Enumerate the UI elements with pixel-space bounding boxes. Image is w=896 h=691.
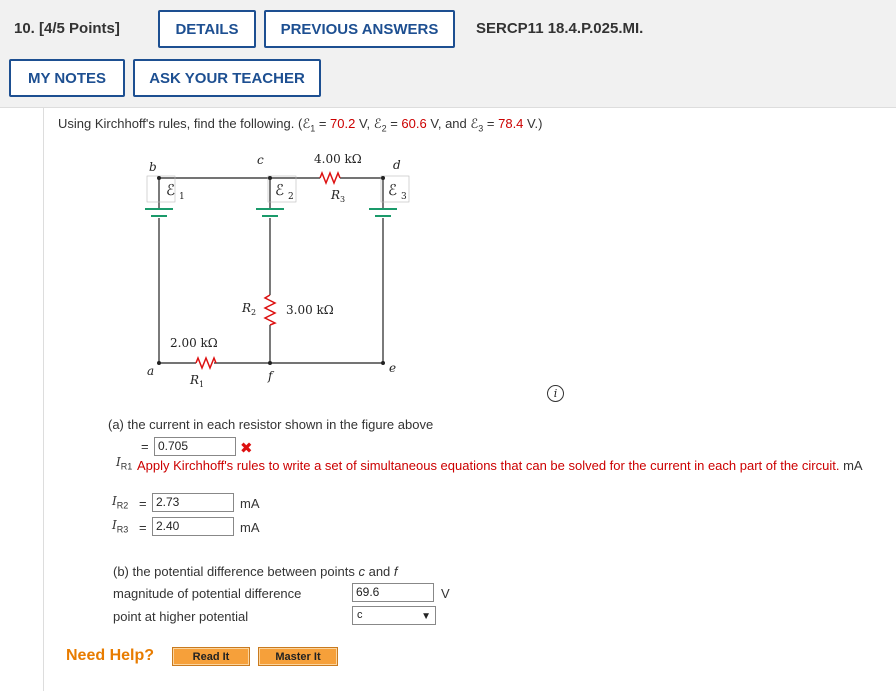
emf3-label-sub: 3	[401, 192, 407, 202]
ir1-input[interactable]: 0.705	[154, 437, 236, 456]
question-number: 10.	[14, 20, 35, 37]
read-it-button[interactable]: Read It	[172, 647, 250, 666]
higher-potential-label: point at higher potential	[113, 609, 249, 624]
ir1-label-num: 1	[127, 461, 133, 472]
ir3-label	[112, 518, 128, 534]
master-it-button[interactable]: Master It	[258, 647, 338, 666]
emf2-sub: 2	[381, 123, 387, 134]
ir1-unit: mA	[843, 458, 863, 473]
part-b-prompt-text: (b) the potential difference between points	[113, 564, 359, 579]
r3-label: R	[331, 188, 341, 202]
r2-label: R	[242, 301, 252, 315]
need-help-label: Need Help?	[66, 647, 155, 664]
r2-label-sub: 2	[251, 308, 257, 317]
emf1-label-sub: 1	[179, 192, 185, 202]
ir3-unit: mA	[240, 520, 260, 535]
higher-potential-value: c	[357, 609, 363, 621]
info-icon[interactable]: i	[547, 385, 564, 402]
emf2-symbol: ℰ	[373, 116, 382, 131]
magnitude-unit: V	[441, 586, 450, 601]
node-e-label: e	[389, 361, 397, 375]
problem-statement: Using Kirchhoff's rules, find the following. (ℰ$_1$ = 70.2 V, ℰ$_2$ = 60.6 V, and ℰ$_3$ = 78.4 V.)	[58, 116, 543, 134]
node-c-label: c	[257, 153, 264, 167]
emf3-value: 78.4	[498, 116, 524, 131]
node-b-label: b	[149, 160, 157, 174]
emf2-value: 60.6	[401, 116, 427, 131]
ir1-label-i: I	[116, 455, 121, 469]
question-title	[14, 20, 120, 37]
emf1-symbol: ℰ	[302, 116, 311, 131]
incorrect-icon: ✖	[240, 440, 253, 457]
node-f-label: f	[268, 369, 273, 383]
magnitude-input[interactable]: 69.6	[352, 583, 434, 602]
r1-label: R	[190, 373, 200, 387]
ir2-input[interactable]: 2.73	[152, 493, 234, 512]
ir2-unit: mA	[240, 496, 260, 511]
ir2-label-num: 2	[123, 500, 129, 511]
feedback-message	[137, 458, 882, 474]
ask-teacher-button[interactable]: ASK YOUR TEACHER	[133, 59, 321, 97]
emf1-label: ℰ	[166, 181, 176, 199]
ir3-equals: =	[139, 520, 147, 535]
emf2-label: ℰ	[275, 181, 285, 199]
ir3-label-i: I	[112, 518, 117, 532]
resistor-r1	[196, 358, 216, 368]
circuit-diagram	[130, 140, 430, 400]
details-button[interactable]: DETAILS	[158, 10, 256, 48]
r1-value: 2.00 kΩ	[170, 336, 218, 350]
part-b-and: and	[364, 564, 394, 579]
ir1-label	[116, 455, 132, 471]
r3-value: 4.00 kΩ	[314, 152, 362, 166]
ir1-equals: =	[141, 439, 149, 454]
magnitude-label: magnitude of potential difference	[113, 586, 302, 601]
higher-potential-select[interactable]	[352, 606, 436, 625]
emf3-unit: V	[527, 116, 535, 131]
and-word: and	[445, 116, 467, 131]
resistor-r2	[265, 295, 275, 325]
problem-intro: Using Kirchhoff's rules, find the following. (	[58, 116, 303, 131]
emf3-sub: 3	[478, 123, 484, 134]
ir2-label-r: R	[116, 500, 124, 511]
emf2-label-sub: 2	[288, 192, 294, 202]
emf1-sub: 1	[310, 123, 316, 134]
ir2-label-i: I	[112, 494, 117, 508]
part-b-prompt	[113, 564, 398, 579]
previous-answers-button[interactable]: PREVIOUS ANSWERS	[264, 10, 455, 48]
ir3-input[interactable]: 2.40	[152, 517, 234, 536]
r2-value: 3.00 kΩ	[286, 303, 334, 317]
ir3-label-r: R	[116, 524, 124, 535]
emf1-unit: V	[358, 116, 367, 131]
chevron-down-icon: ▼	[421, 611, 431, 622]
course-code: SERCP11 18.4.P.025.MI.	[476, 20, 644, 37]
node-a-label: a	[147, 364, 155, 378]
r3-label-sub: 3	[340, 195, 346, 204]
emf1-value: 70.2	[330, 116, 356, 131]
question-header	[0, 0, 896, 108]
feedback-text: Apply Kirchhoff's rules to write a set of simultaneous equations that can be solved for the current in each part of the circuit.	[137, 458, 840, 473]
emf3-label: ℰ	[388, 181, 398, 199]
my-notes-button[interactable]: MY NOTES	[9, 59, 125, 97]
ir2-equals: =	[139, 496, 147, 511]
ir3-label-num: 3	[123, 524, 129, 535]
resistor-r3	[320, 173, 340, 183]
part-b-point-c: c	[358, 564, 365, 579]
r1-label-sub: 1	[199, 380, 205, 389]
question-points: [4/5 Points]	[39, 20, 120, 37]
node-d-label: d	[393, 158, 401, 172]
part-a-prompt: (a) the current in each resistor shown in the figure above	[108, 417, 434, 432]
ir2-label	[112, 494, 128, 510]
emf2-unit: V	[430, 116, 438, 131]
emf3-symbol: ℰ	[470, 116, 479, 131]
part-b-point-f: f	[393, 564, 398, 579]
ir1-label-r: R	[120, 461, 128, 472]
